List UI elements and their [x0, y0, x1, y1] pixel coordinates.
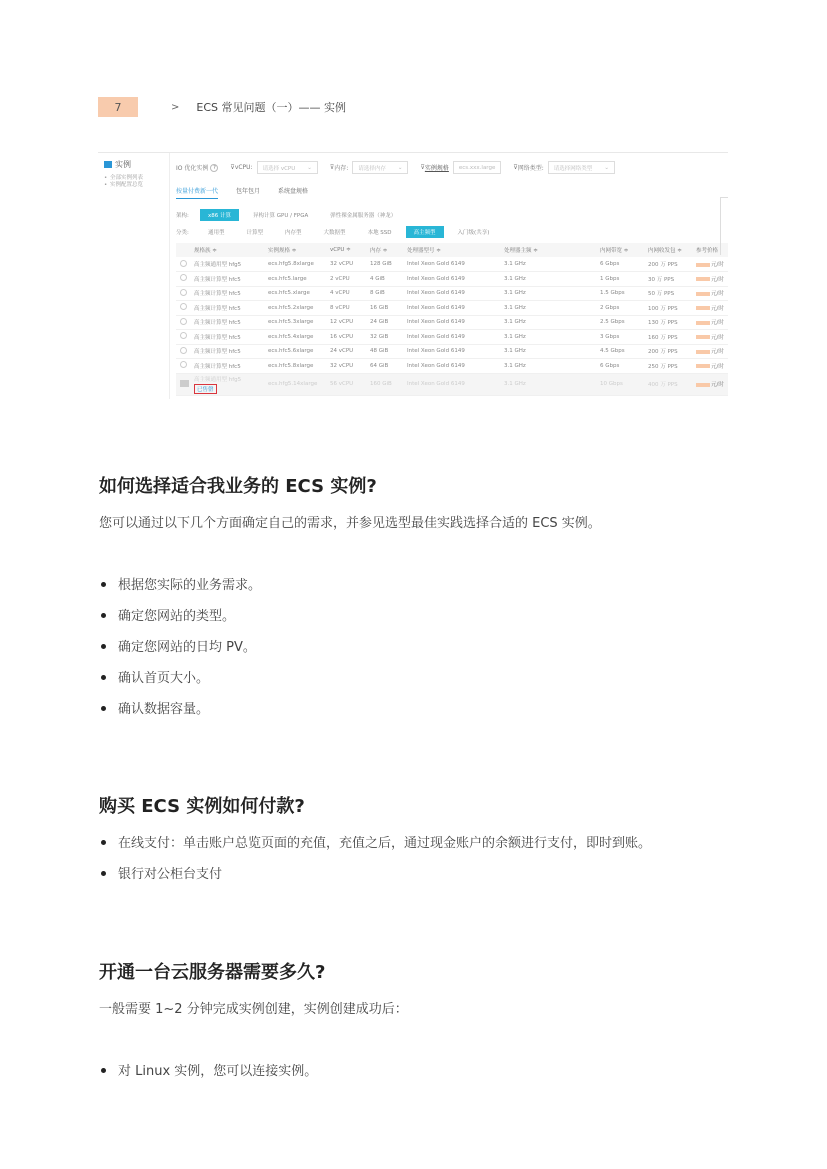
list-item: 确定您网站的类型。 — [99, 605, 261, 624]
table-cell: 32 vCPU — [326, 257, 366, 272]
table-cell: 12 vCPU — [326, 315, 366, 330]
table-row — [176, 286, 728, 301]
section-heading: 开通一台云服务器需要多久? — [99, 962, 326, 983]
table-cell: Intel Xeon Gold 6149 — [403, 286, 500, 301]
arch-chip: 异构计算 GPU / FPGA — [253, 213, 309, 219]
blurred-price — [696, 277, 710, 281]
table-cell: 24 GiB — [366, 315, 403, 330]
table-cell: 高主频计算型 hfc5 — [190, 286, 264, 301]
radio-button — [180, 303, 187, 310]
blurred-price — [696, 383, 710, 387]
table-cell: 高主频计算型 hfc5 — [190, 315, 264, 330]
table-cell: 8 vCPU — [326, 301, 366, 316]
section-intro: 一般需要 1~2 分钟完成实例创建，实例创建成功后： — [99, 1002, 408, 1017]
table-cell: 130 万 PPS — [644, 315, 692, 330]
table-cell: ecs.hfc5.xlarge — [264, 286, 326, 301]
table-cell: Intel Xeon Gold 6149 — [403, 344, 500, 359]
category-chip: 通用型 — [208, 230, 225, 236]
sidebar-item: • 全部实例列表 — [104, 175, 169, 182]
table-cell: 3.1 GHz — [500, 301, 596, 316]
breadcrumb-title: ECS 常见问题（一）—— 实例 — [196, 101, 346, 114]
table-cell: ecs.hfg5.8xlarge — [264, 257, 326, 272]
radio-button — [180, 289, 187, 296]
table-cell: 32 GiB — [366, 330, 403, 345]
filter-icon: ⊽ — [329, 164, 335, 171]
sidebar-item: • 实例配置总览 — [104, 182, 169, 189]
table-cell: 2 Gbps — [596, 301, 644, 316]
table-cell: 3.1 GHz — [500, 315, 596, 330]
memory-select: 请选择内存 ⌄ — [352, 161, 408, 174]
table-cell: 160 GiB — [366, 373, 403, 395]
table-cell: Intel Xeon Gold 6149 — [403, 330, 500, 345]
table-row — [176, 315, 728, 330]
arch-chip: 弹性裸金属服务器（神龙） — [330, 213, 397, 219]
blurred-price — [696, 292, 710, 296]
price-cell: 元/时 — [692, 344, 728, 359]
blurred-price — [696, 321, 710, 325]
price-cell: 元/时 — [692, 373, 728, 395]
instance-spec-table — [176, 243, 728, 396]
blurred-price — [696, 263, 710, 267]
table-cell: 24 vCPU — [326, 344, 366, 359]
table-cell: 3 Gbps — [596, 330, 644, 345]
bullet-list — [99, 832, 651, 882]
list-item: 对 Linux 实例，您可以连接实例。 — [99, 1060, 317, 1079]
radio-button — [180, 274, 187, 281]
table-cell: 6 Gbps — [596, 257, 644, 272]
category-chip: 内存型 — [285, 230, 302, 236]
price-cell: 元/时 — [692, 286, 728, 301]
table-cell: 32 vCPU — [326, 359, 366, 374]
page-number: 7 — [98, 97, 138, 117]
price-cell: 元/时 — [692, 301, 728, 316]
table-cell: 6 Gbps — [596, 359, 644, 374]
screenshot-sidebar — [98, 153, 170, 399]
table-row — [176, 272, 728, 287]
filter-label: vCPU: — [234, 164, 253, 171]
list-item: 确认首页大小。 — [99, 667, 261, 686]
table-cell: ecs.hfc5.3xlarge — [264, 315, 326, 330]
table-cell: Intel Xeon Gold 6149 — [403, 315, 500, 330]
instance-type-input: ecs.xxx.large — [453, 161, 501, 174]
filter-label: 内存: — [334, 165, 349, 172]
category-chip: 本地 SSD — [367, 230, 392, 236]
network-select: 请选择网络类型 ⌄ — [548, 161, 615, 174]
table-cell: 3.1 GHz — [500, 330, 596, 345]
table-cell: 64 GiB — [366, 359, 403, 374]
filter-label: 网络类型: — [517, 165, 544, 172]
tab-subscription: 包年包月 — [236, 188, 261, 195]
table-cell: 1.5 Gbps — [596, 286, 644, 301]
table-cell: 3.1 GHz — [500, 272, 596, 287]
table-cell: 100 万 PPS — [644, 301, 692, 316]
table-cell: 4 GiB — [366, 272, 403, 287]
table-cell: 3.1 GHz — [500, 344, 596, 359]
list-item: 确认数据容量。 — [99, 698, 261, 717]
table-cell: Intel Xeon Gold 6149 — [403, 373, 500, 395]
table-row — [176, 257, 728, 272]
filter-label: IO 优化实例 — [176, 165, 209, 172]
table-cell: ecs.hfc5.2xlarge — [264, 301, 326, 316]
table-cell: 高主频计算型 hfc5 — [190, 359, 264, 374]
table-cell: 160 万 PPS — [644, 330, 692, 345]
chevron-down-icon: ⌄ — [307, 164, 312, 171]
console-screenshot — [98, 152, 728, 399]
list-item: 根据您实际的业务需求。 — [99, 574, 261, 593]
table-header-row: 规格族 ≑ 实例规格 ≑ vCPU ≑ 内存 ≑ 处理器型号 ≑ 处理器主频 ≑ 内网带宽 ≑ 内网收发包 ≑ 参考价格 — [176, 243, 728, 257]
table-cell: 2.5 Gbps — [596, 315, 644, 330]
table-cell: 4 vCPU — [326, 286, 366, 301]
breadcrumb-separator: > — [171, 101, 180, 113]
category-chip: 计算型 — [246, 230, 264, 236]
table-cell: 250 万 PPS — [644, 359, 692, 374]
side-panel-edge — [720, 197, 728, 255]
table-row-disabled: 高主频通用型 hfg5 已售罄 ecs.hfg5.14xlarge 56 vCPU 160 GiB Intel Xeon Gold 6149 3.1 GHz 10 Gbps 400 万 PPS 元/时 — [176, 373, 728, 395]
screenshot-main — [176, 153, 728, 399]
list-item: 银行对公柜台支付 — [99, 863, 651, 882]
table-cell: 8 GiB — [366, 286, 403, 301]
table-cell: 高主频计算型 hfc5 — [190, 301, 264, 316]
section-intro: 您可以通过以下几个方面确定自己的需求，并参见选型最佳实践选择合适的 ECS 实例。 — [99, 516, 601, 531]
table-cell: Intel Xeon Gold 6149 — [403, 257, 500, 272]
list-item: 确定您网站的日均 PV。 — [99, 636, 261, 655]
table-cell: 16 vCPU — [326, 330, 366, 345]
radio-button — [180, 347, 187, 354]
disabled-checkbox — [180, 380, 189, 387]
table-cell: 3.1 GHz — [500, 286, 596, 301]
arch-chip: x86 计算 — [200, 209, 239, 221]
table-row — [176, 301, 728, 316]
table-cell: 200 万 PPS — [644, 257, 692, 272]
filter-icon: ⊽ — [230, 164, 235, 171]
table-row — [176, 330, 728, 345]
sidebar-title: 实例 — [115, 160, 131, 169]
chevron-down-icon: ⌄ — [397, 164, 403, 171]
table-cell: 3.1 GHz — [500, 257, 596, 272]
table-cell: 高主频通用型 hfg5 — [190, 257, 264, 272]
table-cell: 高主频计算型 hfc5 — [190, 272, 264, 287]
list-item: 在线支付：单击账户总览页面的充值，充值之后，通过现金账户的余额进行支付，即时到账。 — [99, 832, 651, 851]
table-row — [176, 359, 728, 374]
blurred-price — [696, 350, 710, 354]
table-cell: 4.5 Gbps — [596, 344, 644, 359]
instance-icon — [104, 161, 112, 168]
radio-button — [180, 318, 187, 325]
table-cell: Intel Xeon Gold 6149 — [403, 359, 500, 374]
table-cell: 128 GiB — [366, 257, 403, 272]
table-cell: 10 Gbps — [596, 373, 644, 395]
filter-icon: ⊽ — [513, 164, 518, 171]
table-cell: ecs.hfc5.large — [264, 272, 326, 287]
blurred-price — [696, 364, 710, 368]
table-cell: ecs.hfc5.4xlarge — [264, 330, 326, 345]
vcpu-select: 请选择 vCPU ⌄ — [257, 161, 318, 174]
screenshot-tabs — [176, 186, 308, 199]
table-cell: 高主频计算型 hfc5 — [190, 330, 264, 345]
table-cell: 3.1 GHz — [500, 359, 596, 374]
table-cell: 48 GiB — [366, 344, 403, 359]
table-cell: 56 vCPU — [326, 373, 366, 395]
filter-label: 实例规格 — [424, 165, 449, 172]
table-cell: ecs.hfc5.6xlarge — [264, 344, 326, 359]
bullet-list — [99, 574, 261, 717]
section-heading: 如何选择适合我业务的 ECS 实例? — [99, 476, 377, 497]
blurred-price — [696, 306, 710, 310]
tab-pay-as-you-go: 按量付费新一代 — [176, 186, 218, 199]
chevron-down-icon: ⌄ — [604, 164, 609, 171]
table-cell: Intel Xeon Gold 6149 — [403, 301, 500, 316]
table-cell: 30 万 PPS — [644, 272, 692, 287]
category-chip: 入门级(共享) — [457, 230, 490, 236]
category-chip: 高主频型 — [406, 226, 444, 238]
table-cell: Intel Xeon Gold 6149 — [403, 272, 500, 287]
section-heading: 购买 ECS 实例如何付款? — [99, 796, 305, 817]
radio-button — [180, 361, 187, 368]
table-row — [176, 344, 728, 359]
price-cell: 元/时 — [692, 330, 728, 345]
price-cell: 元/时 — [692, 315, 728, 330]
table-cell: 3.1 GHz — [500, 373, 596, 395]
filter-row — [176, 161, 627, 174]
page-header — [98, 97, 346, 117]
table-cell: 400 万 PPS — [644, 373, 692, 395]
bullet-list — [99, 1060, 317, 1079]
tab-system-disk: 系统盘规格 — [278, 188, 309, 195]
table-cell: 50 万 PPS — [644, 286, 692, 301]
table-cell: ecs.hfg5.14xlarge — [264, 373, 326, 395]
table-cell: 高主频计算型 hfc5 — [190, 344, 264, 359]
table-cell: 16 GiB — [366, 301, 403, 316]
radio-button — [180, 332, 187, 339]
table-cell: 1 Gbps — [596, 272, 644, 287]
help-icon: ? — [210, 164, 218, 172]
price-cell: 元/时 — [692, 272, 728, 287]
table-cell: ecs.hfc5.8xlarge — [264, 359, 326, 374]
price-cell: 元/时 — [692, 257, 728, 272]
sold-out-tag: 已售罄 — [194, 384, 217, 394]
price-cell: 元/时 — [692, 359, 728, 374]
table-cell: 200 万 PPS — [644, 344, 692, 359]
table-cell: 2 vCPU — [326, 272, 366, 287]
radio-button — [180, 260, 187, 267]
architecture-row: 架构: x86 计算 异构计算 GPU / FPGA 弹性裸金属服务器（神龙） — [176, 209, 410, 221]
category-chip: 大数据型 — [323, 230, 346, 236]
blurred-price — [696, 335, 710, 339]
category-row: 分类: 通用型 计算型 内存型 大数据型 本地 SSD 高主频型 入门级(共享) — [176, 226, 503, 238]
filter-icon: ⊽ — [420, 164, 425, 171]
